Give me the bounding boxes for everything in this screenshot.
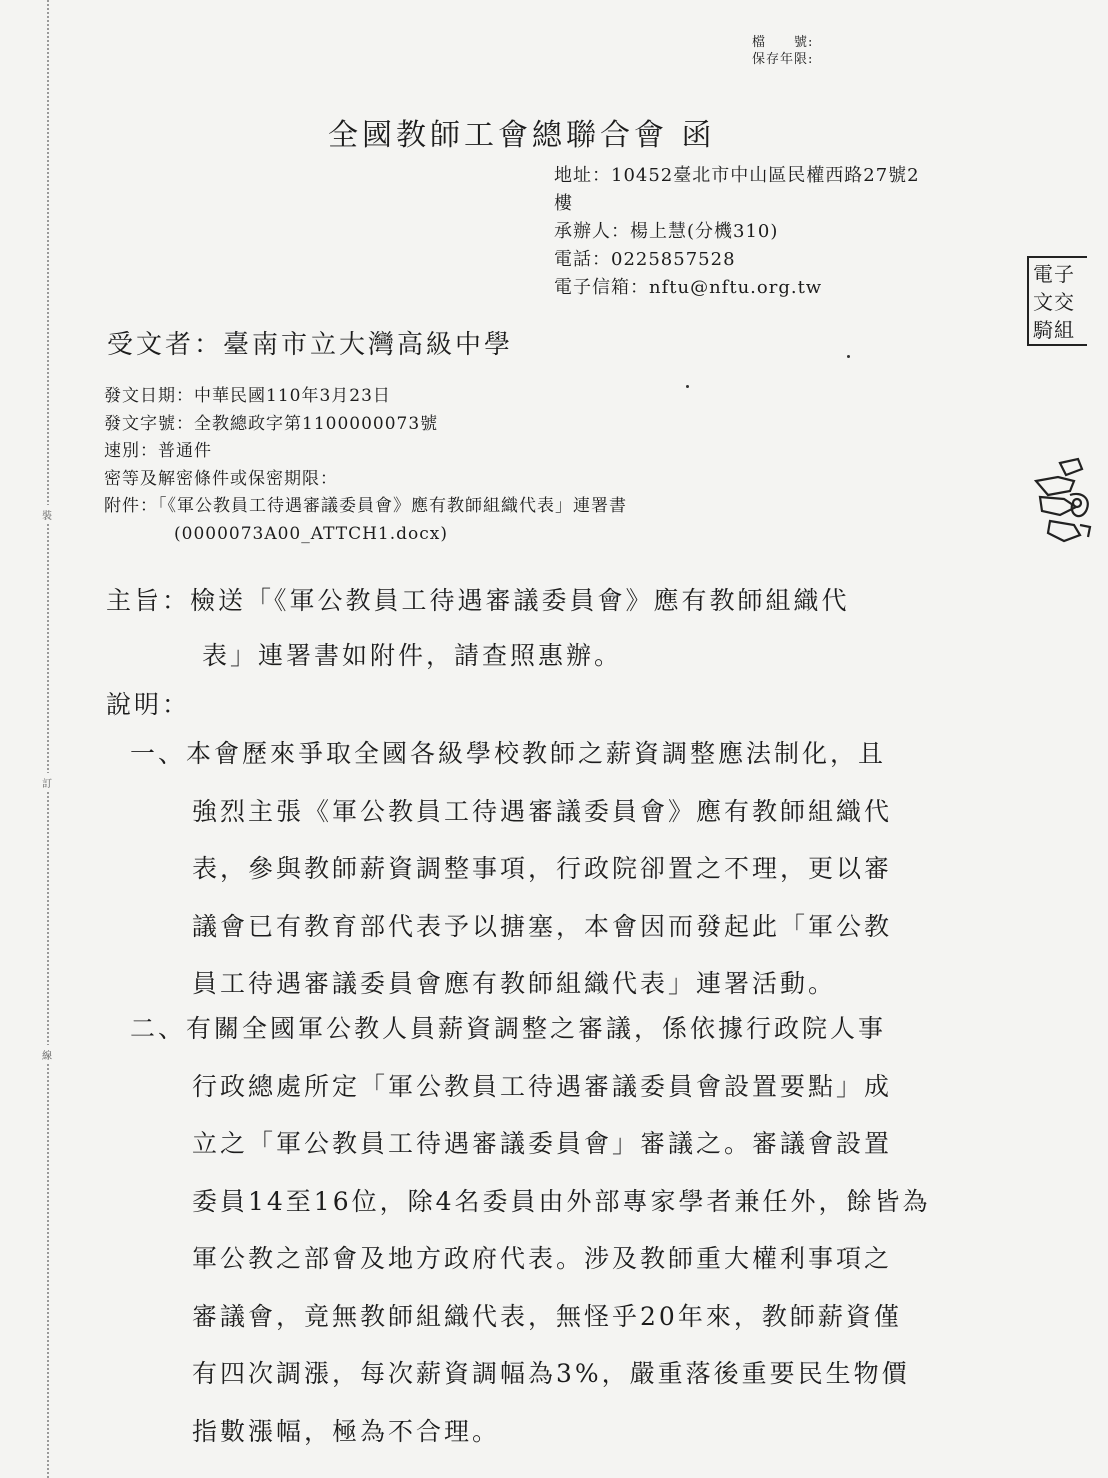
subject-line-1: 主旨：檢送「《軍公教員工待遇審議委員會》應有教師組織代 [106,586,850,615]
subject [106,573,966,683]
file-meta [752,34,813,68]
subject-line-2: 表」連署書如附件，請查照惠辦。 [202,641,623,670]
attachment: 附件：「《軍公教員工待遇審議委員會》應有教師組織代表」連署書 [104,496,627,516]
sender-block [554,162,974,302]
item2-line-5: 軍公教之部會及地方政府代表。涉及教師重大權利事項之 [192,1244,893,1273]
explanation-item-1 [130,725,990,1013]
electronic-delivery-stamp [1027,256,1087,346]
margin-mark-ding: 訂 [42,773,52,792]
stamp-line-3: 騎組 [1033,318,1075,342]
item2-line-3: 立之「軍公教員工待遇審議委員會」審議之。審議會設置 [192,1129,893,1158]
retention-period-label: 保存年限: [752,52,814,67]
margin-mark-zhuang: 裝 [42,505,52,524]
stamp-line-2: 文交 [1033,290,1075,314]
item1-line-3: 表，參與教師薪資調整事項，行政院卻置之不理，更以審 [192,854,893,883]
sender-contact: 承辦人：楊上慧(分機310) [554,221,779,242]
item2-line-1: 二、有關全國軍公教人員薪資調整之審議，係依據行政院人事 [130,1014,887,1043]
sender-address-cont: 樓 [554,193,573,214]
document-title: 全國教師工會總聯合會 函 [328,118,716,153]
item1-line-1: 一、本會歷來爭取全國各級學校教師之薪資調整應法制化，且 [130,739,887,768]
explanation-item-2 [130,1000,990,1460]
margin-mark-xian: 線 [42,1045,52,1064]
sender-phone: 電話：0225857528 [554,249,736,270]
item2-line-4: 委員14至16位，除4名委員由外部專家學者兼任外，餘皆為 [192,1186,931,1216]
item2-line-8: 指數漲幅，極為不合理。 [192,1416,501,1446]
item1-line-5: 員工待遇審議委員會應有教師組織代表」連署活動。 [192,969,837,998]
stamp-line-1: 電子 [1033,262,1075,286]
secrecy-level: 密等及解密條件或保密期限： [104,468,338,489]
delivery-speed: 速別：普通件 [104,441,212,461]
archive-number-label: 檔 號: [752,35,814,50]
paper-speck [847,355,850,358]
explanation-heading: 說明： [106,690,191,719]
sender-address: 地址：10452臺北市中山區民權西路27號2 [554,165,920,186]
item2-line-6: 審議會，竟無教師組織代表，無怪乎20年來，教師薪資僅 [192,1301,902,1331]
item2-line-7: 有四次調漲，每次薪資調幅為3%，嚴重落後重要民生物價 [192,1359,910,1388]
binding-margin-line [47,0,49,1478]
sender-email: 電子信箱：nftu@nftu.org.tw [554,277,823,298]
receipt-seal-icon [1030,455,1108,550]
item1-line-2: 強烈主張《軍公教員工待遇審議委員會》應有教師組織代 [192,796,893,826]
paper-speck [686,385,689,388]
document-number: 發文字號：全教總政字第1100000073號 [104,413,439,434]
document-meta [104,383,627,548]
recipient: 受文者：臺南市立大灣高級中學 [107,330,514,360]
issue-date: 發文日期：中華民國110年3月23日 [104,386,391,406]
item2-line-2: 行政總處所定「軍公教員工待遇審議委員會設置要點」成 [192,1071,893,1101]
item1-line-4: 議會已有教育部代表予以搪塞，本會因而發起此「軍公教 [192,911,893,941]
attachment-filename: (0000073A00_ATTCH1.docx) [174,523,449,544]
